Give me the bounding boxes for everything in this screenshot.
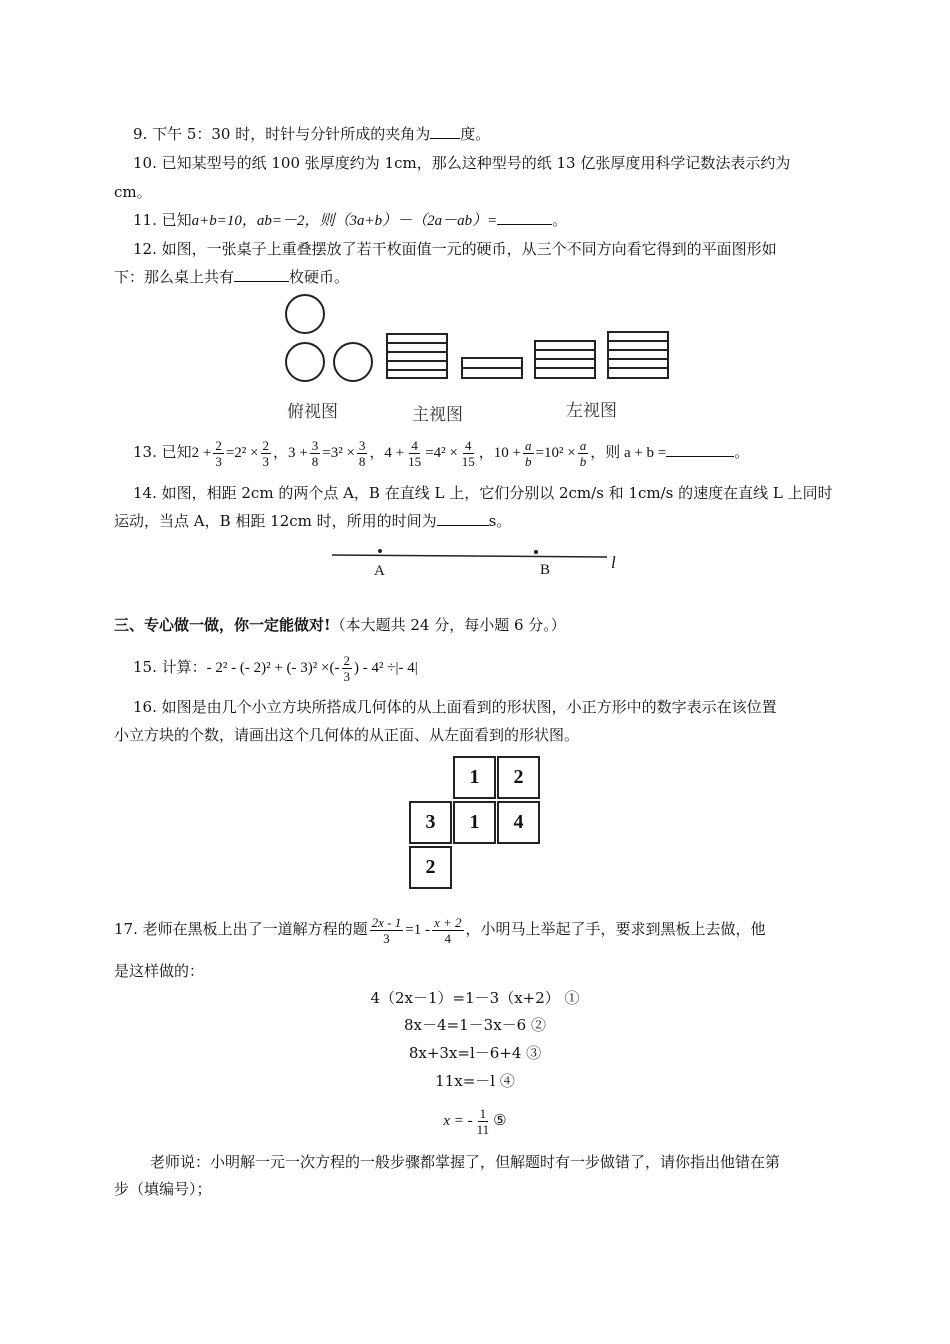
coin-circle [334, 343, 372, 381]
step5-marker: ⑤ [493, 1111, 507, 1129]
den: 3 [215, 453, 222, 469]
q13-fraction [310, 438, 321, 469]
section-3-note: （本大题共 24 分，每小题 6 分。） [330, 616, 566, 634]
q14-line2b: s。 [488, 512, 512, 530]
num: 3 [311, 437, 319, 453]
den: 8 [311, 453, 319, 469]
den: 3 [343, 668, 350, 684]
q13-fraction [523, 438, 534, 469]
q16-line1: 16. 如图是由几个小立方块所搭成几何体的从上面看到的形状图，小正方形中的数字表示在该位置 [133, 698, 777, 716]
num: 3 [358, 437, 366, 453]
line-l-label: l [611, 553, 616, 572]
q13-term: ，4 + [369, 445, 405, 461]
q11-prefix: 11. 已知 [133, 211, 192, 229]
num: 2x - 1 [371, 914, 402, 930]
q13-term: ，10 + [478, 445, 522, 461]
grid-cell: 1 [453, 801, 496, 844]
caption-top-view: 俯视图 [287, 402, 338, 422]
q12-line1: 12. 如图，一张桌子上重叠摆放了若干枚面值一元的硬币，从三个不同方向看它得到的平面图形如 [133, 240, 777, 258]
q11-suffix: 。 [552, 211, 568, 229]
q9-text: 9. 下午 5：30 时，时针与分针所成的夹角为 [133, 125, 431, 143]
q12-line2a: 下：那么桌上共有 [114, 268, 235, 286]
grid-cell: 2 [497, 756, 540, 799]
q13-term: =2² × [225, 445, 259, 461]
line-l [332, 555, 607, 557]
q14-blank[interactable] [437, 511, 489, 526]
q14-line2a: 运动，当点 A，B 相距 12cm 时，所用的时间为 [114, 512, 437, 530]
q13-term: =10² × [535, 445, 576, 461]
teacher-line1: 老师说：小明解一元一次方程的一般步骤都掌握了，但解题时有一步做错了，请你指出他错在第 [150, 1153, 781, 1171]
den: 15 [461, 453, 475, 469]
q14-line1: 14. 如图，相距 2cm 的两个点 A，B 在直线 L 上，它们分别以 2cm/s 和 1cm/s 的速度在直线 L 上同时 [133, 484, 833, 502]
point-b-dot [534, 550, 538, 554]
front-view [387, 334, 522, 378]
den: b [579, 453, 587, 469]
den: 3 [262, 453, 270, 469]
point-a-label: A [374, 563, 385, 579]
q13-suffix: 。 [734, 443, 750, 461]
q12-line2b: 枚硬币。 [289, 268, 350, 286]
step5-lhs: x = - [443, 1113, 473, 1129]
q13-fraction [578, 438, 589, 469]
q13-term: =3² × [322, 445, 355, 461]
question-9 [133, 124, 490, 144]
q13-term: =4² × [425, 445, 458, 461]
q16-line2: 小立方块的个数，请画出这个几何体的从正面、从左面看到的形状图。 [114, 726, 580, 744]
den: 11 [476, 1121, 490, 1137]
caption-front-view: 主视图 [412, 405, 463, 425]
num: x + 2 [433, 914, 462, 930]
point-b-label: B [540, 562, 551, 578]
q15-fraction [342, 653, 353, 684]
q13-fraction [357, 438, 368, 469]
q13-blank[interactable] [666, 442, 734, 457]
question-11 [133, 210, 567, 231]
q17-fraction [432, 915, 464, 946]
den: b [525, 453, 532, 469]
q17-line2: 是这样做的： [114, 962, 205, 980]
num: 2 [262, 437, 270, 453]
teacher-line2: 步（填编号）； [114, 1180, 212, 1198]
q15-prefix: 15. 计算： [133, 658, 207, 676]
q17-mid: =1 - [405, 922, 430, 938]
grid-cell: 1 [453, 756, 496, 799]
grid-cell: 3 [409, 801, 452, 844]
solution-step-5 [0, 1100, 950, 1141]
q13-fraction [213, 438, 224, 469]
coin-circle [286, 295, 324, 333]
q11-condition: a+b=10，ab=－2，则（3a+b）－（2a－ab）= [191, 213, 498, 229]
question-13 [133, 432, 749, 473]
num: 2 [215, 437, 222, 453]
q10-line1: 10. 已知某型号的纸 100 张厚度约为 1cm，那么这种型号的纸 13 亿张厚度用科学记数法表示约为 [133, 154, 791, 172]
solution-step-3: 8x+3x=l－6+4 ③ [408, 1044, 542, 1062]
question-17 [114, 909, 766, 950]
den: 8 [358, 453, 366, 469]
top-view [286, 295, 372, 381]
q13-fraction [460, 438, 477, 469]
coin-stack [387, 334, 447, 378]
grid-cell: 4 [497, 801, 540, 844]
q9-suffix: 度。 [460, 125, 491, 143]
num: a [525, 437, 532, 453]
q13-fraction [261, 438, 272, 469]
caption-left-view: 左视图 [566, 401, 617, 421]
left-view [535, 332, 668, 378]
section-3-title: 三、专心做一做，你一定能做对! [114, 616, 331, 634]
q13-term: ，3 + [273, 445, 308, 461]
q17-prefix: 17. 老师在黑板上出了一道解方程的题 [114, 920, 368, 938]
q12-line2 [114, 267, 349, 287]
num: a [579, 437, 587, 453]
q14-line2 [114, 511, 511, 531]
num: 1 [479, 1105, 487, 1121]
q9-blank[interactable] [430, 124, 460, 139]
den: 4 [444, 930, 451, 946]
q13-prefix: 13. 已知 [133, 443, 192, 461]
step5-fraction [475, 1106, 492, 1137]
q13-tail: ，则 a + b = [590, 445, 667, 461]
solution-step-4: 11x=－l ④ [435, 1072, 515, 1090]
den: 3 [383, 930, 390, 946]
point-a-dot [378, 549, 382, 553]
q15-expr2: ) - 4² ÷|- 4| [354, 660, 418, 676]
num: 4 [411, 437, 418, 453]
solution-step-2: 8x－4=1－3x－6 ② [404, 1016, 546, 1034]
coin-stack [608, 332, 668, 378]
q12-blank[interactable] [234, 267, 289, 282]
grid-cell: 2 [409, 846, 452, 889]
q15-expr1: - 2² - (- 2)² + (- 3)² ×(- [206, 660, 340, 676]
q13-term: 2 + [191, 445, 212, 461]
question-15 [133, 648, 418, 687]
coin-circle [286, 343, 324, 381]
q17-fraction [370, 915, 404, 946]
q11-blank[interactable] [497, 210, 552, 225]
den: 15 [408, 453, 422, 469]
num: 4 [465, 437, 472, 453]
q13-fraction [406, 438, 423, 469]
solution-step-1: 4（2x－1）=1－3（x+2） ① [370, 989, 580, 1007]
section-3-heading [114, 615, 566, 635]
num: 2 [343, 652, 350, 668]
q17-tail: ，小明马上举起了手，要求到黑板上去做，他 [465, 920, 766, 938]
q10-line2: cm。 [114, 183, 152, 201]
